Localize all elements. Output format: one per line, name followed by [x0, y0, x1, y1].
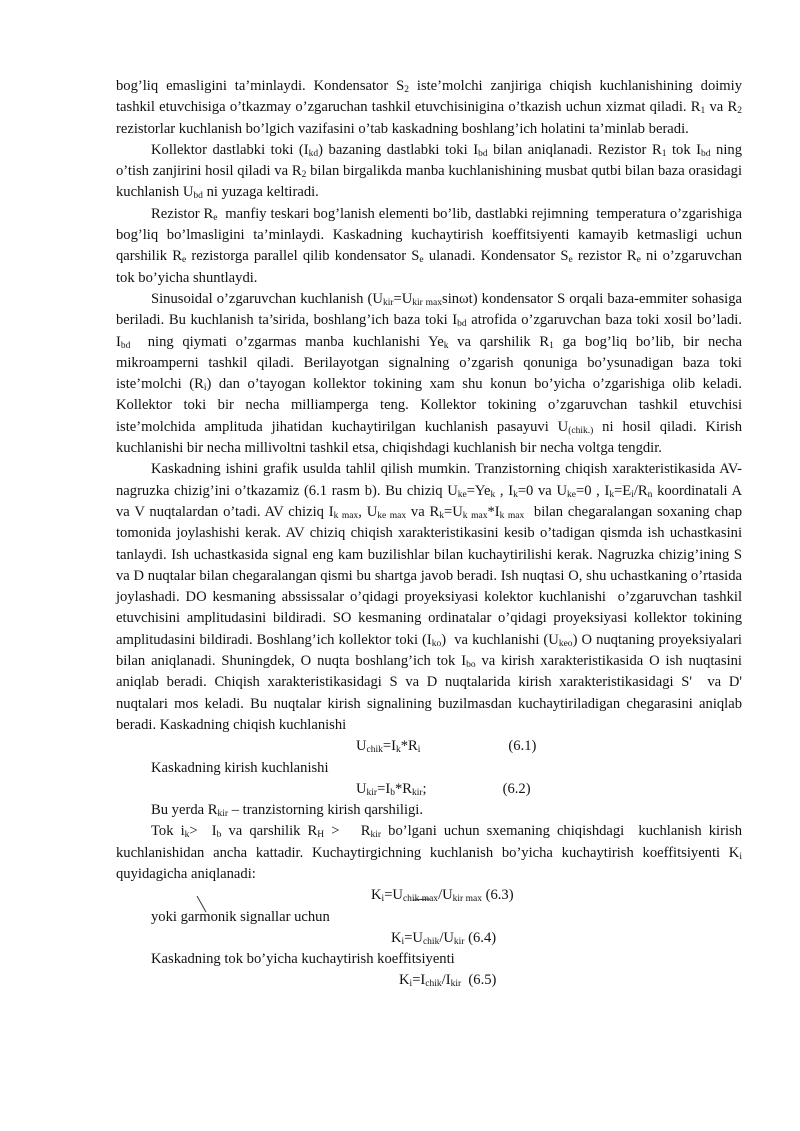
equation-6-1-formula: $U_{chik}=I_k*R_i$ [356, 738, 421, 756]
paragraph-voltage-gain-condition: Tok $i_k> I_b$ va qarshilik $R_H > R_{kir}$ bo’lgani uchun sxemaning chiqishdagi kuchlanish kirish kuchlanishidan ancha kattadir. Kuchaytirgichning kuchlanish bo’yicha kuchaytirish koeffitsiyenti $K_i$ quyidagicha aniqlanadi: [116, 823, 742, 882]
paragraph-emitter-resistor: Rezistor $R_e$ manfiy teskari bog’lanish elementi bo’lib, dastlabki rejimning temperatura o’zgarishiga bog’liq bo’lmasligini ta’minlaydi. Kaskadning kuchaytirish koeffitsiyenti kamayib ketmasligi uchun qarshilik $R_e$ rezistorga parallel qilib kondensator $S_e$ ulanadi. Kondensator $S_e$ rezistor $R_e$ ni o’zgaruvchan tok bo’yicha shuntlaydi. [116, 205, 742, 286]
paragraph-collector-initial-current: Kollektor dastlabki toki $(I_{kd})$ bazaning dastlabki toki $I_{bd}$ bilan aniqlanadi. Rezistor $R_1$ tok $I_{bd}$ ning o’tish zanjirini hosil qiladi va $R_2$ bilan birgalikda manba kuchlanishining musbat qutbi bilan baza orasidagi kuchlanish $U_{bd}$ ni yuzaga keltiradi. [116, 141, 742, 202]
label-current-gain: Kaskadning tok bo’yicha kuchaytirish koeffitsiyenti [151, 951, 455, 968]
equation-6-1 [116, 736, 742, 757]
where-text: Bu yerda $R_{kir}$ – tranzistorning kirish qarshiligi. [151, 802, 424, 820]
document-page [116, 76, 742, 992]
equation-6-2-formula: $U_{kir}=I_b*R_{kir}$; [356, 780, 427, 798]
paragraph-capacitor-role: bog’liq emasligini ta’minlaydi. Kondensator $S_2$ iste’molchi zanjiriga chiqish kuchlanishining doimiy tashkil etuvchisiga o’tkazmay o’zgaruchan tashkil etuvchisinigina o’tkazish uchun xizmat qiladi. $R_1$ va $R_2$ rezistorlar kuchlanish bo’lgich vazifasini o’tab kaskadning boshlang’ich holatini ta’minlab beradi. [116, 78, 743, 137]
equation-6-2-number: (6.2) [502, 780, 531, 797]
equation-6-1-number: (6.1) [508, 738, 537, 755]
paragraph-sinusoidal-voltage: Sinusoidal o’zgaruvchan kuchlanish $(U_{kir}=U_{kir max}\sin\omega t)$ kondensator S orqali baza-emmiter sohasiga beriladi. Bu kuchlanish ta’sirida, boshlang’ich baza toki $I_{bd}$ atrofida o’zgaruvchan baza toki xosil bo’ladi. $I_{bd}$ ning qiymati o’zgarmas manba kuchlanishi $Ye_k$ va qarshilik $R_1$ ga bog’liq bo’lib, bir necha mikroamperni tashkil qiladi. Berilayotgan signalning o’zgarish qonuniga bo’ysunadigan baza toki iste’molchi $(R_i)$ dan o’tayogan kollektor tokining xam shu konun bo’yicha o’zgarishiga olib keladi. Kollektor toki bir necha milliamperga teng. Kollektor tokining o’zgaruvchan tashkil etuvchisi iste’molchida amplituda jihatidan kuchaytirilgan kuchlanish pasayuvi $U_{(chik.)}$ ni hosil qiladi. Kirish kuchlanishi bir necha millivoltni tashkil etsa, chiqishdagi kuchlanish bir necha voltga tengdir. [116, 290, 743, 457]
label-input-voltage: Kaskadning kirish kuchlanishi [151, 759, 329, 776]
label-harmonic-signals: yoki garmonik signallar uchun [151, 908, 330, 925]
equation-6-3: $K_i=U_{chik max}/U_{kir max}$ (6.3) [371, 887, 514, 905]
equation-6-4: $K_i=U_{chik}/U_{kir}$ (6.4) [391, 929, 497, 947]
equation-6-2 [116, 779, 742, 800]
equation-6-5: $K_i=I_{chik}/I_{kir}$ (6.5) [399, 972, 497, 990]
paragraph-graphical-analysis: Kaskadning ishini grafik usulda tahlil qilish mumkin. Tranzistorning chiqish xarakteristikasida AV-nagruzka chizig’ini o’tkazamiz (6.1 rasm b). Bu chiziq $U_{ke}=Ye_k$ , $I_k=0$ va $U_{ke}=0$ , $I_k=E_i/R_n$ koordinatali A va V nuqtalardan o’tadi. AV chiziq $I_{k max}$, $U_{ke max}$ va $R_k=U_{k max}*I_{k max}$ bilan chegaralangan soxaning chap tomonida joylashishi kerak. AV chiziq chiqish xarakteristikasini kesib o’tadigan qismda ish uchastkasini tanlaydi. Ish uchastkasida signal eng kam buzilishlar bilan kuchaytirilishi kerak. Nagruzka chizig’ining S va D nuqtalar bilan chegaralangan qismi bu shartga javob beradi. Ish nuqtasi O, shu uchastkaning o’rtasida joylashadi. DO kesmaning abssissalar o’qidagi proyeksiyasi kolektor kuchlanishi o’zgaruvchan tashkil etuvchisini amplitudasini bildiradi. SO kesmaning ordinatalar o’qidagi proyeksiyasi kollektor tokining amplitudasini bildiradi. Boshlang’ich kollektor toki $(I_{ko})$ va kuchlanishi $(U_{keo})$ O nuqtaning proyeksiyalari bilan aniqlanadi. Shuningdek, O nuqta boshlang’ich tok $I_{bo}$ va kirish xarakteristikasida O ish nuqtasini aniqlab beradi. Chiqish xarakteristikasidagi S va D nuqtalarida kirish xarakteristikasidagi S' va D' nuqtalari mos keladi. Bu nuqtalar kirish signalining buzilmasdan kuchaytiriladigan chegarasini aniqlab beradi. Kaskadning chiqish kuchlanishi [116, 461, 743, 733]
